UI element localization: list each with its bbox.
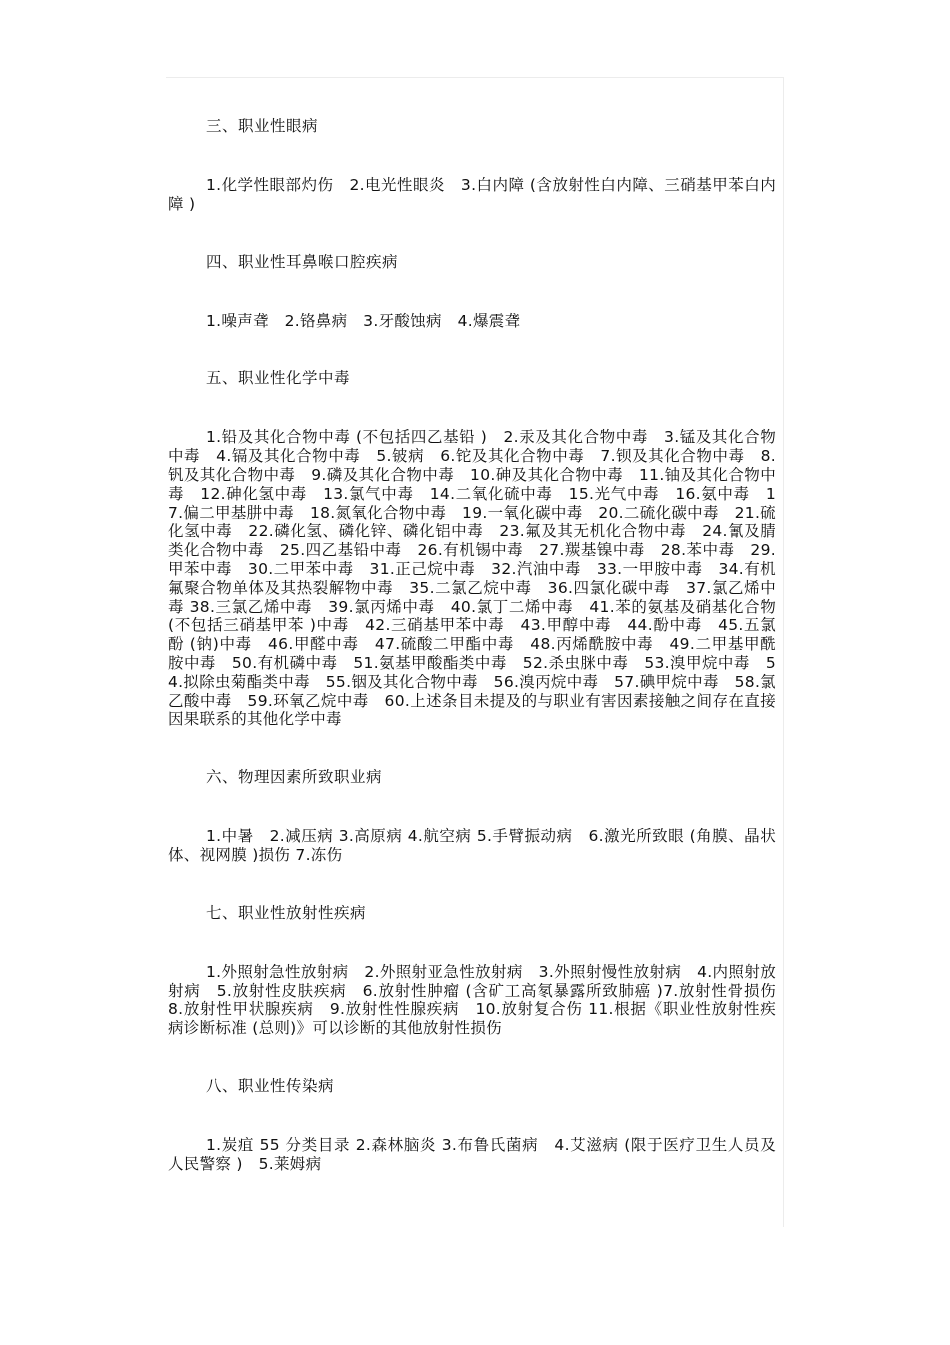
section-heading: 五、职业性化学中毒 <box>206 369 351 388</box>
section-heading: 八、职业性传染病 <box>206 1076 335 1095</box>
section-paragraph: 1.铅及其化合物中毒 (不包括四乙基铅 ) 2.汞及其化合物中毒 3.锰及其化合物中毒 4.镉及其化合物中毒 5.铍病 6.铊及其化合物中毒 7.钡及其化合物中毒 8.钒及其化合物中毒 9.磷及其化合物中毒 10.砷及其化合物中毒 11.铀及其化合物中毒 12.砷化氢中毒 13.氯气中毒 14.二氧化硫中毒 15.光气中毒 16.氨中毒 17.偏二甲基肼中毒 18.氮氧化合物中毒 19.一氧化碳中毒 20.二硫化碳中毒 21.硫化氢中毒 22.磷化氢、磷化锌、磷化铝中毒 23.氟及其无机化合物中毒 24.氰及腈类化合物中毒 25.四乙基铅中毒 26.有机锡中毒 27.羰基镍中毒 28.苯中毒 29.甲苯中毒 30.二甲苯中毒 31.正己烷中毒 32.汽油中毒 33.一甲胺中毒 34.有机氟聚合物单体及其热裂解物中毒 35.二氯乙烷中毒 36.四氯化碳中毒 37.氯乙烯中毒 38.三氯乙烯中毒 39.氯丙烯中毒 40.氯丁二烯中毒 41.苯的氨基及硝基化合物 (不包括三硝基甲苯 )中毒 42.三硝基甲苯中毒 43.甲醇中毒 44.酚中毒 45.五氯酚 (钠)中毒 46.甲醛中毒 47.硫酸二甲酯中毒 48.丙烯酰胺中毒 49.二甲基甲酰胺中毒 50.有机磷中毒 51.氨基甲酸酯类中毒 52.杀虫脒中毒 53.溴甲烷中毒 54.拟除虫菊酯类中毒 55.铟及其化合物中毒 56.溴丙烷中毒 57.碘甲烷中毒 58.氯乙酸中毒 59.环氧乙烷中毒 60.上述条目未提及的与职业有害因素接触之间存在直接因果联系的其他化学中毒 <box>168 428 776 729</box>
section-radiation-disease <box>168 899 792 1038</box>
section-physical-factors <box>168 763 776 865</box>
section-eye-disease <box>168 112 776 214</box>
section-heading: 六、物理因素所致职业病 <box>206 768 383 787</box>
section-infectious-disease <box>168 1072 776 1174</box>
section-paragraph: 1.中暑 2.减压病 3.高原病 4.航空病 5.手臂振动病 6.激光所致眼 (角膜、晶状体、视网膜 )损伤 7.冻伤 <box>168 827 776 864</box>
section-heading: 七、职业性放射性疾病 <box>206 903 367 922</box>
section-paragraph: 1.噪声聋 2.铬鼻病 3.牙酸蚀病 4.爆震聋 <box>206 311 521 330</box>
section-paragraph: 1.炭疽 55 分类目录 2.森林脑炎 3.布鲁氏菌病 4.艾滋病 (限于医疗卫生人员及人民警察 ) 5.莱姆病 <box>168 1135 776 1173</box>
page-top-border <box>166 77 784 78</box>
section-heading: 四、职业性耳鼻喉口腔疾病 <box>206 252 399 271</box>
section-chemical-poisoning <box>168 364 776 729</box>
section-paragraph: 1.外照射急性放射病 2.外照射亚急性放射病 3.外照射慢性放射病 4.内照射放射病 5.放射性皮肤疾病 6.放射性肿瘤 (含矿工高氡暴露所致肺癌 )7.放射性骨损伤 8.放射性甲状腺疾病 9.放射性性腺疾病 10.放射复合伤 11.根据《职业性放射性疾病诊断标准 (总则)》可以诊断的其他放射性损伤 <box>168 962 792 1038</box>
page-right-border <box>783 77 784 1227</box>
section-heading: 三、职业性眼病 <box>206 117 319 135</box>
section-paragraph: 1.化学性眼部灼伤 2.电光性眼炎 3.白内障 (含放射性白内障、三硝基甲苯白内障 ) <box>168 176 776 213</box>
document-body <box>168 112 792 1174</box>
section-ent-oral-disease <box>168 248 776 331</box>
